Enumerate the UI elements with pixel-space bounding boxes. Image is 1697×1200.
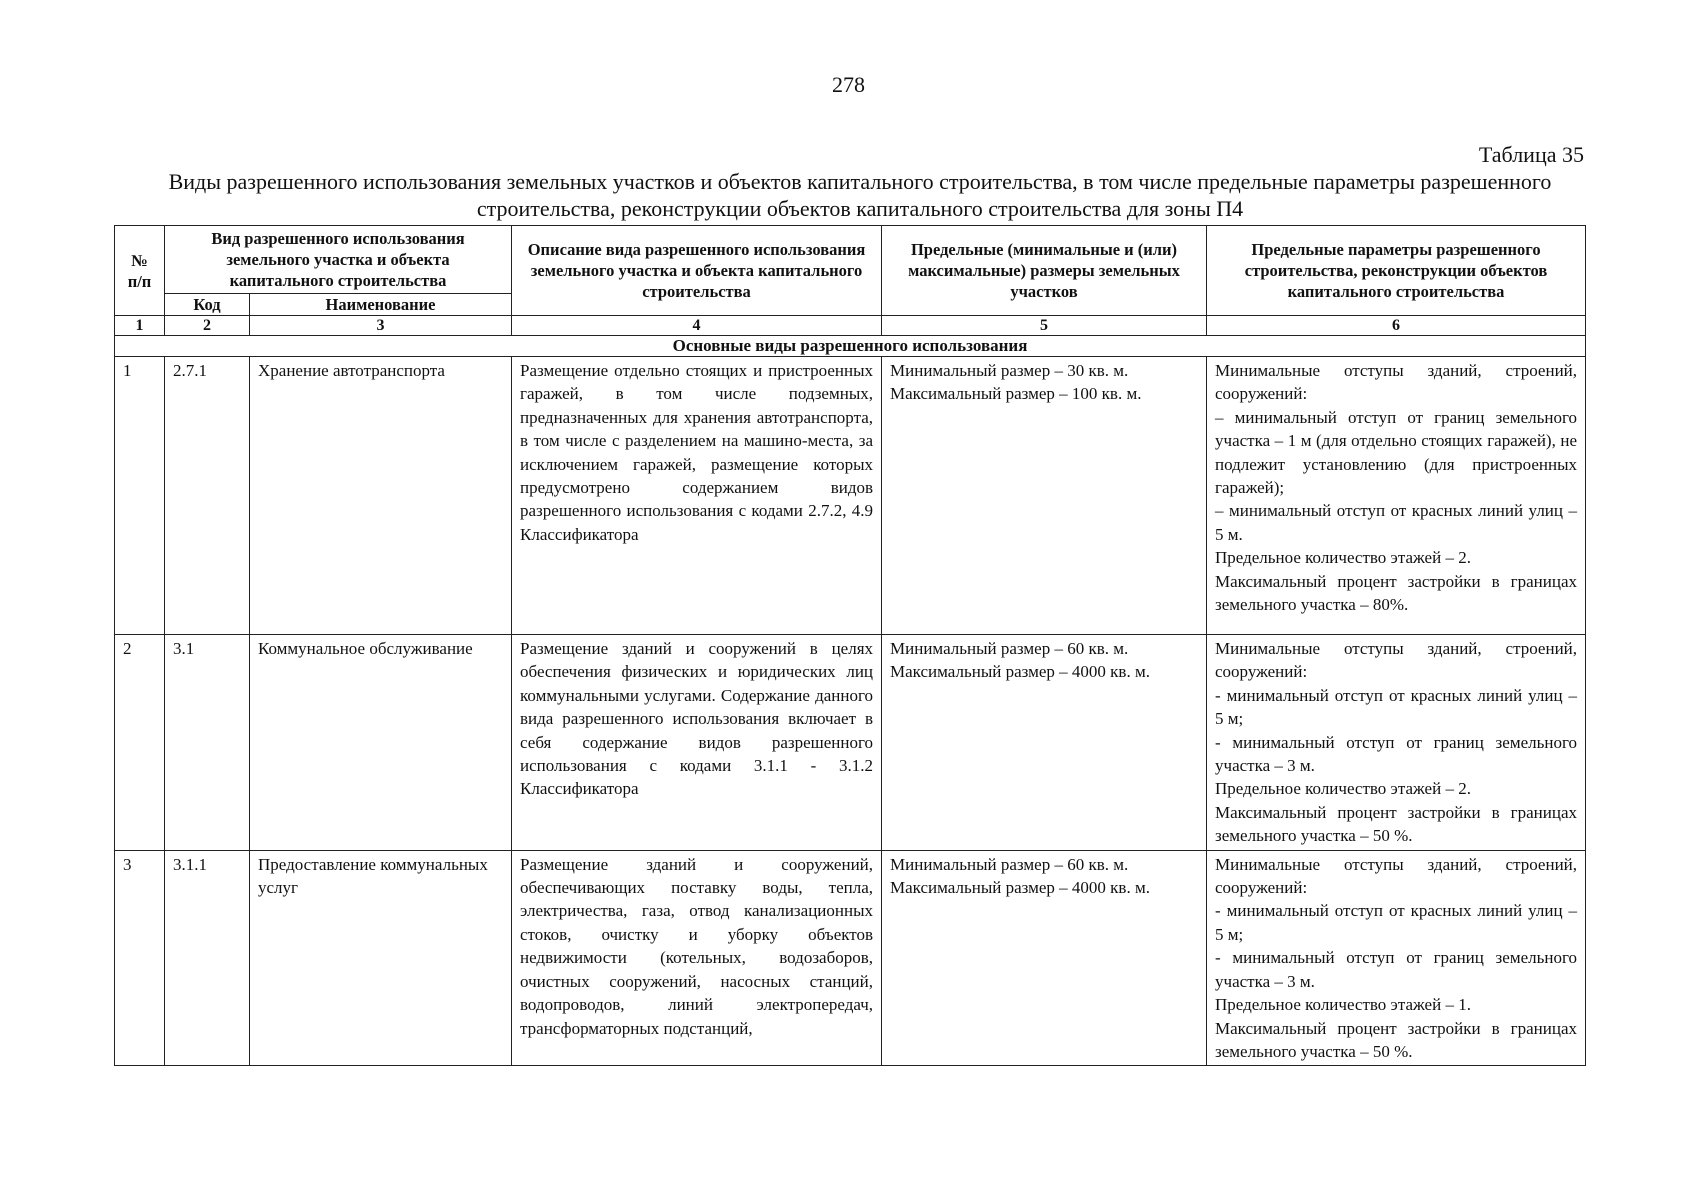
row-params: [1207, 357, 1586, 635]
row-num: 3: [115, 850, 165, 1066]
column-number: 4: [512, 316, 882, 336]
row-num: 1: [115, 357, 165, 635]
param-line: Предельное количество этажей – 2.: [1215, 779, 1471, 799]
param-line: – минимальный отступ от красных линий улиц – 5 м.: [1215, 501, 1578, 544]
header-size-limits: Предельные (минимальные и (или) максимальные) размеры земельных участков: [882, 226, 1207, 316]
header-name: Наименование: [250, 294, 512, 316]
row-code: 3.1.1: [165, 850, 250, 1066]
table-header: [115, 226, 1586, 316]
param-line: – минимальный отступ от границ земельного участка – 1 м (для отдельно стоящих гаражей), не подлежит установлению (для пристроенных гаражей);: [1215, 407, 1578, 498]
param-line: - минимальный отступ от красных линий улиц – 5 м;: [1215, 901, 1578, 944]
table-title: Виды разрешенного использования земельных участков и объектов капитального строительства, в том числе предельные параметры разрешенного строительства, реконструкции объектов капитального строительства для зоны П4: [168, 169, 1552, 221]
param-line: Минимальные отступы зданий, строений, сооружений:: [1215, 639, 1578, 682]
size-max: Максимальный размер – 4000 кв. м.: [890, 878, 1150, 898]
size-min: Минимальный размер – 60 кв. м.: [890, 854, 1129, 874]
row-code: 2.7.1: [165, 357, 250, 635]
header-num: № п/п: [115, 226, 165, 316]
size-min: Минимальный размер – 30 кв. м.: [890, 361, 1129, 380]
param-line: Минимальные отступы зданий, строений, сооружений:: [1215, 854, 1578, 898]
header-code: Код: [165, 294, 250, 316]
row-params: [1207, 635, 1586, 851]
column-number: 3: [250, 316, 512, 336]
param-line: - минимальный отступ от красных линий улиц – 5 м;: [1215, 685, 1578, 729]
section-title: Основные виды разрешенного использования: [115, 336, 1586, 357]
table-row: [115, 850, 1586, 1066]
column-number-row: [115, 316, 1586, 336]
row-description: Размещение зданий и сооружений в целях обеспечения физических и юридических лиц коммунальными услугами. Содержание данного вида разрешенного использования включает в себя содержание видов разрешенного использования с кодами 3.1.1 - 3.1.2 Классификатора: [512, 635, 882, 851]
row-size: [882, 635, 1207, 851]
page-number: 278: [832, 72, 865, 97]
row-name: Хранение автотранспорта: [250, 357, 512, 635]
table-row: [115, 357, 1586, 635]
row-description: Размещение отдельно стоящих и пристроенных гаражей, в том числе подземных, предназначенных для хранения автотранспорта, в том числе с разделением на машино-места, за исключением гаражей, размещение которых предусмотрено содержанием видов разрешенного использования с кодами 2.7.2, 4.9 Классификатора: [512, 357, 882, 635]
size-min: Минимальный размер – 60 кв. м.: [890, 639, 1129, 658]
table-label: Таблица 35: [1478, 142, 1584, 167]
column-number: 6: [1207, 316, 1586, 336]
header-description: Описание вида разрешенного использования земельного участка и объекта капитального строительства: [512, 226, 882, 316]
param-line: Предельное количество этажей – 2.: [1215, 548, 1471, 568]
header-kind: Вид разрешенного использования земельного участка и объекта капитального строительства: [165, 226, 512, 294]
row-description: Размещение зданий и сооружений, обеспечивающих поставку воды, тепла, электричества, газа, отвод канализационных стоков, очистку и уборку объектов недвижимости (котельных, водозаборов, очистных сооружений, насосных станций, водопроводов, линий электропередач, трансформаторных подстанций,: [512, 850, 882, 1066]
column-number: 1: [115, 316, 165, 336]
param-line: - минимальный отступ от границ земельного участка – 3 м.: [1215, 732, 1578, 776]
table-row: [115, 635, 1586, 851]
param-line: Максимальный процент застройки в границах земельного участка – 50 %.: [1215, 1018, 1578, 1061]
header-build-params: Предельные параметры разрешенного строительства, реконструкции объектов капитального строительства: [1207, 226, 1586, 316]
size-max: Максимальный размер – 100 кв. м.: [890, 384, 1142, 404]
row-name: Предоставление коммунальных услуг: [250, 850, 512, 1066]
row-num: 2: [115, 635, 165, 851]
param-line: - минимальный отступ от границ земельного участка – 3 м.: [1215, 948, 1578, 991]
row-name: Коммунальное обслуживание: [250, 635, 512, 851]
param-line: Минимальные отступы зданий, строений, сооружений:: [1215, 361, 1578, 404]
zoning-table: [114, 225, 1586, 1066]
param-line: Максимальный процент застройки в границах земельного участка – 80%.: [1215, 571, 1578, 615]
section-row: [115, 336, 1586, 357]
row-code: 3.1: [165, 635, 250, 851]
column-number: 5: [882, 316, 1207, 336]
row-size: [882, 357, 1207, 635]
size-max: Максимальный размер – 4000 кв. м.: [890, 662, 1150, 682]
row-params: [1207, 850, 1586, 1066]
param-line: Максимальный процент застройки в границах земельного участка – 50 %.: [1215, 802, 1578, 846]
param-line: Предельное количество этажей – 1.: [1215, 995, 1471, 1015]
row-size: [882, 850, 1207, 1066]
column-number: 2: [165, 316, 250, 336]
